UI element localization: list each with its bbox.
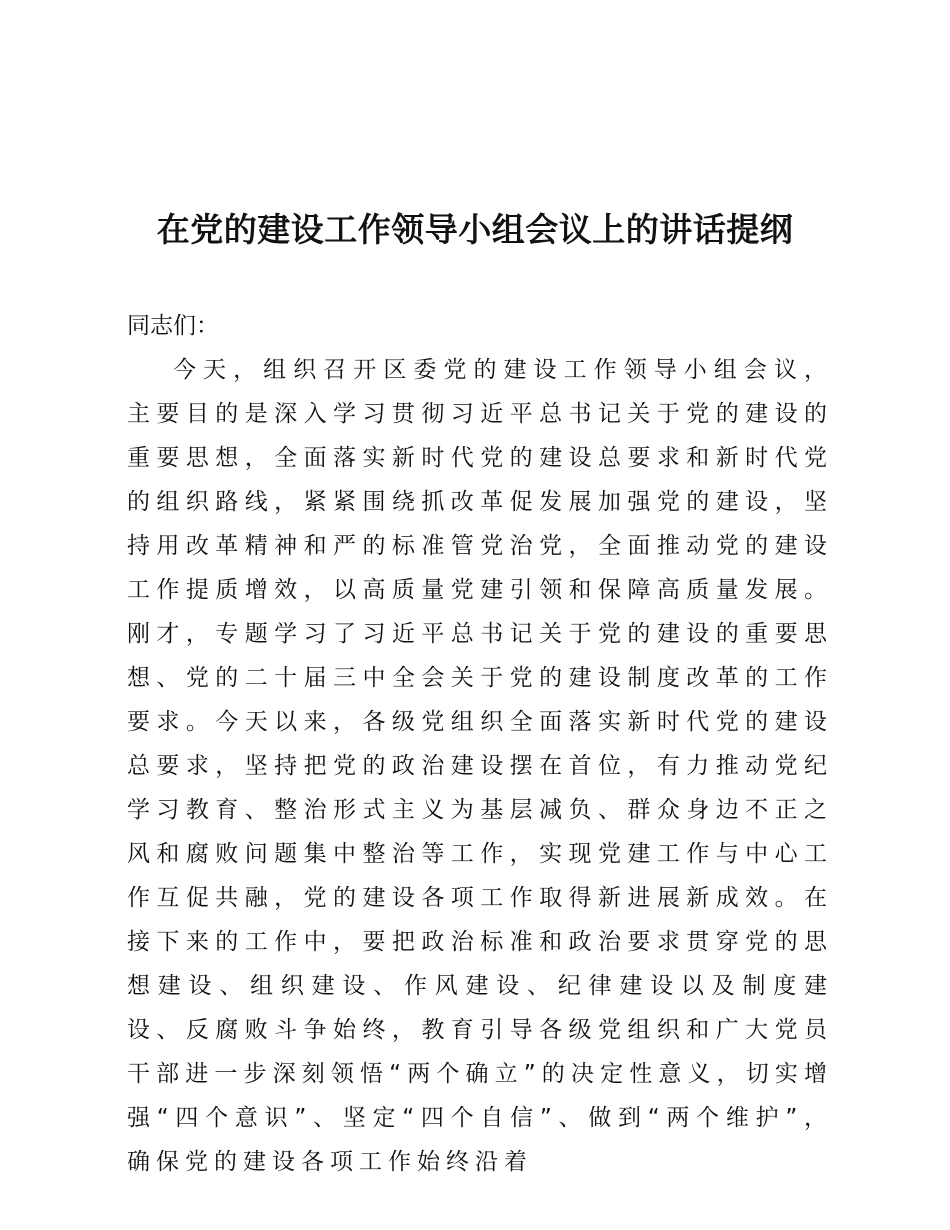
body-paragraph: 今天，组织召开区委党的建设工作领导小组会议，主要目的是深入学习贯彻习近平总书记关于党的建设的重要思想，全面落实新时代党的建设总要求和新时代党的组织路线，紧紧围绕抓改革促发展加强党的建设，坚持用改革精神和严的标准管党治党，全面推动党的建设工作提质增效，以高质量党建引领和保障高质量发展。刚才，专题学习了习近平总书记关于党的建设的重要思想、党的二十届三中全会关于党的建设制度改革的工作要求。今天以来，各级党组织全面落实新时代党的建设总要求，坚持把党的政治建设摆在首位，有力推动党纪学习教育、整治形式主义为基层减负、群众身边不正之风和腐败问题集中整治等工作，实现党建工作与中心工作互促共融，党的建设各项工作取得新进展新成效。在接下来的工作中，要把政治标准和政治要求贯穿党的思想建设、组织建设、作风建设、纪律建设以及制度建设、反腐败斗争始终，教育引导各级党组织和广大党员干部进一步深刻领悟“两个确立”的决定性意义，切实增强“四个意识”、坚定“四个自信”、做到“两个维护”，确保党的建设各项工作始终沿着 [127, 357, 833, 1175]
salutation: 同志们： [127, 313, 219, 339]
document-title: 在党的建设工作领导小组会议上的讲话提纲 [156, 210, 794, 249]
